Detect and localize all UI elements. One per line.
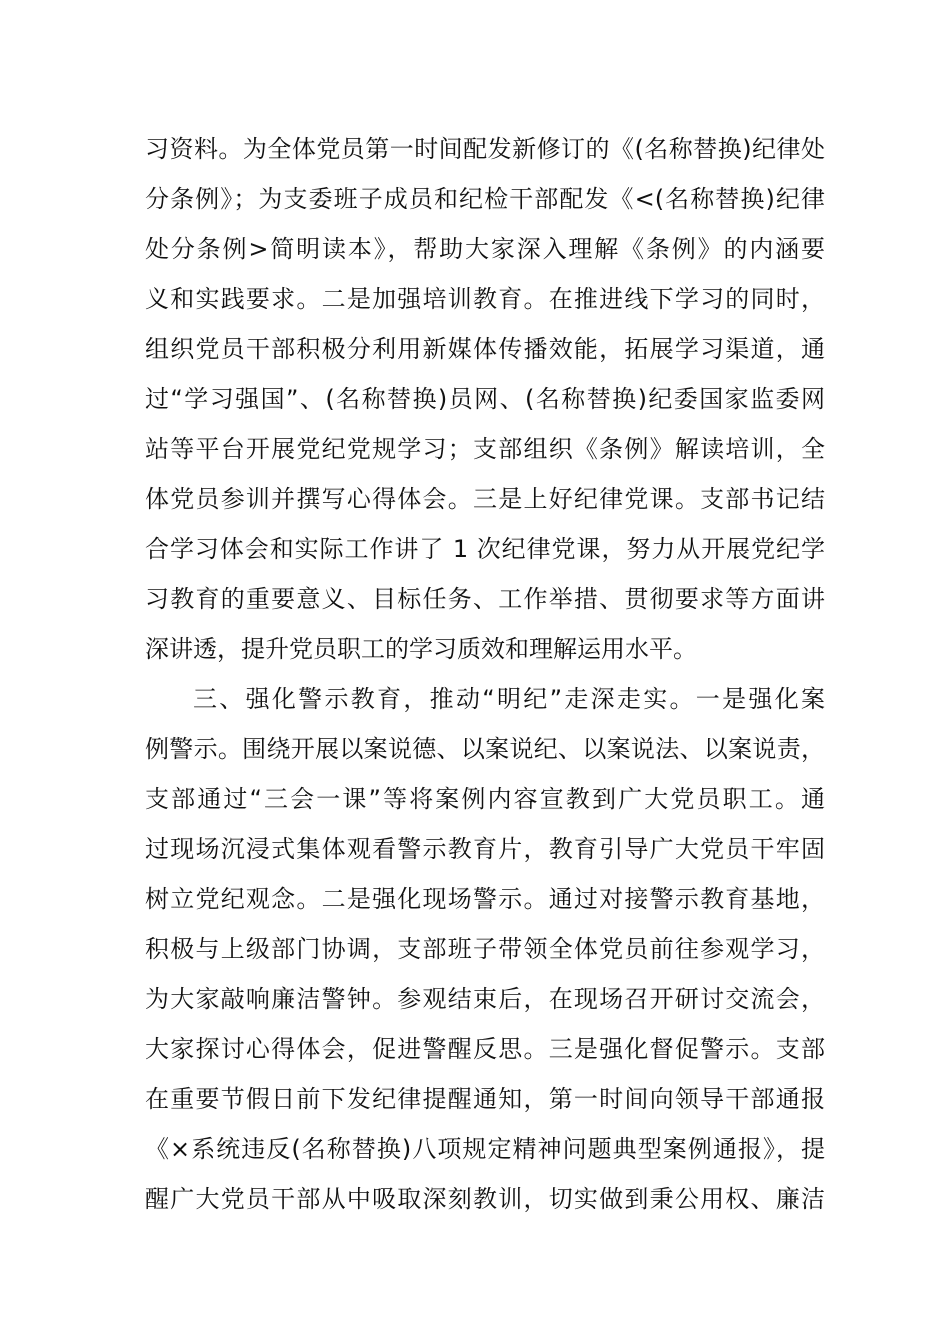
text-line: 支部通过“三会一课”等将案例内容宣教到广大党员职工。通 (145, 785, 825, 813)
text-line: 分条例》；为支委班子成员和纪检干部配发《<(名称替换)纪律 (145, 185, 825, 213)
text-line: 树立党纪观念。二是强化现场警示。通过对接警示教育基地， (145, 885, 825, 913)
text-line: 三、强化警示教育，推动“明纪”走深走实。一是强化案 (193, 685, 825, 713)
text-line: 习教育的重要意义、目标任务、工作举措、贯彻要求等方面讲 (145, 585, 825, 613)
text-line: 过现场沉浸式集体观看警示教育片，教育引导广大党员干牢固 (145, 835, 825, 863)
text-line: 站等平台开展党纪党规学习；支部组织《条例》解读培训，全 (145, 435, 825, 463)
text-line: 《×系统违反(名称替换)八项规定精神问题典型案例通报》，提 (145, 1135, 825, 1163)
text-line: 合学习体会和实际工作讲了 1 次纪律党课，努力从开展党纪学 (145, 535, 825, 563)
text-line: 习资料。为全体党员第一时间配发新修订的《(名称替换)纪律处 (145, 135, 825, 163)
text-line: 过“学习强国”、(名称替换)员网、(名称替换)纪委国家监委网 (145, 385, 825, 413)
text-line: 处分条例>简明读本》，帮助大家深入理解《条例》的内涵要 (145, 235, 825, 263)
text-line: 深讲透，提升党员职工的学习质效和理解运用水平。 (145, 635, 697, 663)
text-line: 大家探讨心得体会，促进警醒反思。三是强化督促警示。支部 (145, 1035, 825, 1063)
text-line: 积极与上级部门协调，支部班子带领全体党员前往参观学习， (145, 935, 825, 963)
paragraph-three (145, 674, 825, 1224)
text-line: 体党员参训并撰写心得体会。三是上好纪律党课。支部书记结 (145, 485, 825, 513)
text-line: 组织党员干部积极分利用新媒体传播效能，拓展学习渠道，通 (145, 335, 825, 363)
paragraph-continued (145, 124, 825, 674)
text-line: 醒广大党员干部从中吸取深刻教训，切实做到秉公用权、廉洁 (145, 1185, 825, 1213)
text-line: 在重要节假日前下发纪律提醒通知，第一时间向领导干部通报 (145, 1085, 825, 1113)
text-line: 为大家敲响廉洁警钟。参观结束后，在现场召开研讨交流会， (145, 985, 825, 1013)
text-line: 例警示。围绕开展以案说德、以案说纪、以案说法、以案说责， (145, 735, 825, 763)
text-line: 义和实践要求。二是加强培训教育。在推进线下学习的同时， (145, 285, 825, 313)
